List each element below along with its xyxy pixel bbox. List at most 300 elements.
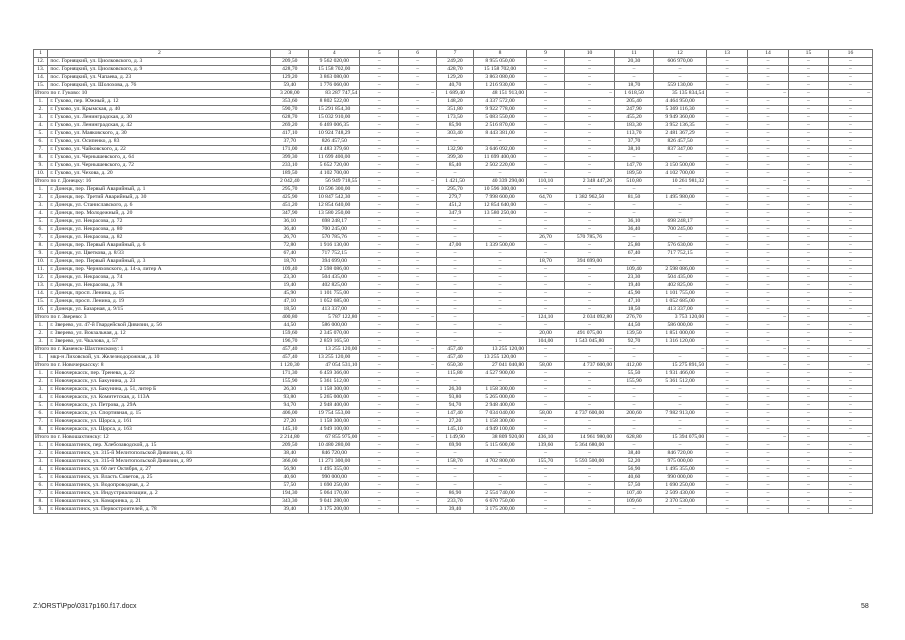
table-cell: 428,70 xyxy=(437,66,474,74)
row-number: 9. xyxy=(34,162,48,170)
row-number: 6. xyxy=(34,482,48,490)
table-cell: 27,20 xyxy=(271,418,309,426)
table-cell: – xyxy=(707,234,748,242)
address-cell: г. Зверево, ул. Вокзальная, д. 12 xyxy=(48,330,271,338)
table-cell: – xyxy=(473,482,526,490)
table-cell: 155,90 xyxy=(271,378,309,386)
table-cell: – xyxy=(564,58,614,66)
table-cell: 139,50 xyxy=(615,330,654,338)
address-cell: г. Зверево, ул. Чкалова, д. 57 xyxy=(48,338,271,346)
table-cell: – xyxy=(564,154,614,162)
column-number: 4 xyxy=(309,50,360,58)
table-cell: – xyxy=(707,490,748,498)
table-cell: – xyxy=(564,370,614,378)
table-cell: 209,50 xyxy=(271,442,309,450)
table-cell: – xyxy=(828,186,872,194)
column-number: 8 xyxy=(473,50,526,58)
table-cell: – xyxy=(789,386,829,394)
table-cell: – xyxy=(437,338,474,346)
table-cell: 145,10 xyxy=(437,426,474,434)
table-cell: 173,50 xyxy=(437,114,474,122)
row-number: 8. xyxy=(34,426,48,434)
table-cell: 38,10 xyxy=(615,146,654,154)
table-cell: – xyxy=(789,138,829,146)
table-cell: 1 495 355,00 xyxy=(309,466,360,474)
table-cell: – xyxy=(828,466,872,474)
table-cell: – xyxy=(707,210,748,218)
table-cell: – xyxy=(748,122,789,130)
table-cell: – xyxy=(360,90,399,98)
table-cell: – xyxy=(615,442,654,450)
column-number: 5 xyxy=(360,50,399,58)
table-row xyxy=(34,194,873,202)
table-cell: – xyxy=(828,450,872,458)
table-cell: – xyxy=(527,370,565,378)
table-cell: – xyxy=(707,346,748,354)
table-cell: – xyxy=(399,170,437,178)
table-cell: – xyxy=(828,138,872,146)
table-cell: – xyxy=(748,386,789,394)
table-cell: – xyxy=(399,122,437,130)
table-cell: – xyxy=(399,194,437,202)
table-cell: – xyxy=(789,370,829,378)
table-cell: – xyxy=(707,186,748,194)
table-cell: 2 034 092,80 xyxy=(564,314,614,322)
table-cell: 94,70 xyxy=(437,402,474,410)
table-cell: – xyxy=(473,170,526,178)
table-cell: – xyxy=(399,178,437,186)
table-cell: – xyxy=(564,482,614,490)
table-cell: 56,90 xyxy=(615,466,654,474)
table-cell: 94,70 xyxy=(271,402,309,410)
table-cell: 113,70 xyxy=(615,130,654,138)
table-cell: – xyxy=(789,330,829,338)
table-row xyxy=(34,210,873,218)
row-number: 1. xyxy=(34,186,48,194)
table-cell: 295,70 xyxy=(271,186,309,194)
row-number: 6. xyxy=(34,226,48,234)
table-cell: 343,30 xyxy=(271,498,309,506)
table-cell: – xyxy=(748,418,789,426)
table-cell: 155,70 xyxy=(527,458,565,466)
table-cell: 11 699 400,00 xyxy=(473,154,526,162)
table-cell: 39,40 xyxy=(437,506,474,514)
table-cell: 1 543 045,80 xyxy=(564,338,614,346)
table-cell: 55,50 xyxy=(615,370,654,378)
table-cell: 4 949 100,00 xyxy=(473,426,526,434)
table-cell: – xyxy=(828,306,872,314)
table-cell: 139,60 xyxy=(527,442,565,450)
table-cell: – xyxy=(748,186,789,194)
table-cell: – xyxy=(527,266,565,274)
table-cell: 147,70 xyxy=(615,162,654,170)
table-cell: 56,90 xyxy=(271,466,309,474)
row-number: 4. xyxy=(34,122,48,130)
table-cell: – xyxy=(527,210,565,218)
table-cell: – xyxy=(527,130,565,138)
address-cell: г. Новочеркасск, ул. Щорса, д. 161 xyxy=(48,418,271,426)
table-cell: 37,70 xyxy=(615,138,654,146)
table-cell: – xyxy=(399,418,437,426)
row-number: 2. xyxy=(34,378,48,386)
table-cell: – xyxy=(527,482,565,490)
table-cell: – xyxy=(707,226,748,234)
address-cell: г. Донецк, пер. Первый Аварийный, д. 6 xyxy=(48,242,271,250)
row-number: 7. xyxy=(34,234,48,242)
table-cell: – xyxy=(615,74,654,82)
table-cell: – xyxy=(399,274,437,282)
table-cell: – xyxy=(564,418,614,426)
table-cell: 1 052 685,00 xyxy=(309,298,360,306)
table-cell: 1 618,50 xyxy=(615,90,654,98)
table-cell: 1 158 300,00 xyxy=(309,418,360,426)
table-cell: – xyxy=(399,114,437,122)
table-cell: – xyxy=(360,354,399,362)
table-cell: 4 337 572,00 xyxy=(473,98,526,106)
table-cell: – xyxy=(707,282,748,290)
table-cell: – xyxy=(564,266,614,274)
table-cell: – xyxy=(527,418,565,426)
table-cell: 8 443 381,00 xyxy=(473,130,526,138)
address-cell: г. Зверево, ул. 47-й Гвардейской Дивизии, д. 56 xyxy=(48,322,271,330)
table-cell: – xyxy=(437,466,474,474)
total-row xyxy=(34,314,873,322)
table-cell: 56 949 718,55 xyxy=(309,178,360,186)
table-cell: 59,40 xyxy=(271,82,309,90)
table-row xyxy=(34,458,873,466)
table-cell: – xyxy=(399,362,437,370)
table-cell: – xyxy=(399,466,437,474)
table-cell: – xyxy=(564,378,614,386)
table-cell: – xyxy=(564,386,614,394)
address-cell: пос. Горняцкий, ул. Чапаева, д. 23 xyxy=(48,74,271,82)
total-label: Итого по г. Гуково: 10 xyxy=(34,90,271,98)
table-row xyxy=(34,106,873,114)
table-cell: 1 158 300,00 xyxy=(473,386,526,394)
table-cell: – xyxy=(564,426,614,434)
table-cell: – xyxy=(564,450,614,458)
table-cell: – xyxy=(399,306,437,314)
table-cell: 107,40 xyxy=(615,490,654,498)
table-cell: – xyxy=(360,274,399,282)
row-number: 12. xyxy=(34,58,48,66)
table-row xyxy=(34,338,873,346)
table-cell: – xyxy=(789,394,829,402)
table-cell: – xyxy=(828,90,872,98)
table-cell: – xyxy=(360,58,399,66)
table-cell: 406,00 xyxy=(271,410,309,418)
address-cell: г. Новочеркасск, ул. Комитетская, д. 113А xyxy=(48,394,271,402)
table-cell: – xyxy=(707,290,748,298)
table-cell: 8 955 050,00 xyxy=(473,58,526,66)
table-cell: 5 064 170,00 xyxy=(309,490,360,498)
row-number: 1. xyxy=(34,442,48,450)
table-cell: – xyxy=(707,410,748,418)
table-cell: – xyxy=(360,154,399,162)
table-cell: 27 041 040,80 xyxy=(473,362,526,370)
table-cell: 2 345 070,00 xyxy=(309,330,360,338)
table-cell: – xyxy=(399,202,437,210)
table-cell: – xyxy=(748,202,789,210)
address-cell: г. Донецк, пер. Черняховского, д. 14-а, литер А xyxy=(48,266,271,274)
table-cell: 47,10 xyxy=(615,298,654,306)
table-cell: 124,10 xyxy=(527,314,565,322)
table-cell: 353,60 xyxy=(271,98,309,106)
table-cell: – xyxy=(748,314,789,322)
table-cell: – xyxy=(564,394,614,402)
table-cell: – xyxy=(615,386,654,394)
table-cell: 3 863 080,00 xyxy=(309,74,360,82)
table-cell: – xyxy=(707,242,748,250)
table-cell: – xyxy=(748,402,789,410)
table-cell: – xyxy=(748,346,789,354)
table-cell: 26,30 xyxy=(437,386,474,394)
row-number: 15. xyxy=(34,82,48,90)
table-cell: – xyxy=(707,394,748,402)
table-cell: – xyxy=(707,378,748,386)
table-cell: – xyxy=(527,474,565,482)
table-cell: 37,70 xyxy=(271,138,309,146)
table-cell: – xyxy=(707,66,748,74)
table-cell: – xyxy=(828,74,872,82)
table-cell: 1 421,50 xyxy=(437,178,474,186)
table-cell: – xyxy=(527,394,565,402)
table-cell: – xyxy=(527,138,565,146)
table-cell: – xyxy=(399,90,437,98)
total-label: Итого по г. Донецку: 16 xyxy=(34,178,271,186)
table-cell: – xyxy=(828,490,872,498)
table-cell: – xyxy=(707,114,748,122)
table-cell: 1 776 060,00 xyxy=(309,82,360,90)
address-cell: г. Донецк, ул. Некрасова, д. 82 xyxy=(48,234,271,242)
table-cell: – xyxy=(437,258,474,266)
table-cell: – xyxy=(473,322,526,330)
table-cell: 26,30 xyxy=(271,386,309,394)
table-cell: – xyxy=(437,378,474,386)
table-cell: 570 785,76 xyxy=(309,234,360,242)
table-cell: 148,20 xyxy=(437,98,474,106)
table-cell: – xyxy=(399,434,437,442)
table-row xyxy=(34,354,873,362)
table-cell: – xyxy=(707,362,748,370)
table-cell: 2 859 165,50 xyxy=(309,338,360,346)
row-number: 2. xyxy=(34,450,48,458)
table-cell: 26,70 xyxy=(527,234,565,242)
table-cell: – xyxy=(748,290,789,298)
table-cell: – xyxy=(653,394,706,402)
row-number: 7. xyxy=(34,490,48,498)
row-number: 9. xyxy=(34,250,48,258)
table-cell: – xyxy=(828,218,872,226)
table-cell: 990 000,00 xyxy=(309,474,360,482)
table-cell: – xyxy=(615,202,654,210)
table-cell: – xyxy=(360,130,399,138)
address-cell: г. Донецк, ул. Базарная, д. 9/15 xyxy=(48,306,271,314)
row-number: 2. xyxy=(34,330,48,338)
table-cell: – xyxy=(564,186,614,194)
table-cell: 20,00 xyxy=(527,330,565,338)
column-number: 13 xyxy=(707,50,748,58)
table-cell: 3 646 092,00 xyxy=(473,146,526,154)
table-cell: – xyxy=(564,218,614,226)
address-cell: г. Донецк, просп. Ленина, д. 15 xyxy=(48,290,271,298)
table-cell: – xyxy=(360,386,399,394)
table-row xyxy=(34,394,873,402)
table-cell: – xyxy=(615,426,654,434)
table-cell: 40,70 xyxy=(437,82,474,90)
table-cell: – xyxy=(527,282,565,290)
table-row xyxy=(34,258,873,266)
table-cell: – xyxy=(360,466,399,474)
table-cell: 717 752,15 xyxy=(309,250,360,258)
table-cell: – xyxy=(653,418,706,426)
row-number: 5. xyxy=(34,474,48,482)
table-cell: – xyxy=(789,498,829,506)
row-number: 8. xyxy=(34,242,48,250)
table-cell: 58,00 xyxy=(527,362,565,370)
table-cell: – xyxy=(360,402,399,410)
table-cell: – xyxy=(748,266,789,274)
table-cell: 40,60 xyxy=(271,474,309,482)
program-table xyxy=(33,49,873,514)
table-cell: – xyxy=(789,506,829,514)
table-cell: – xyxy=(653,202,706,210)
table-cell: – xyxy=(399,314,437,322)
table-cell: – xyxy=(399,386,437,394)
table-cell: 826 457,50 xyxy=(309,138,360,146)
table-cell: 279,7 xyxy=(437,194,474,202)
row-number: 14. xyxy=(34,290,48,298)
column-number: 12 xyxy=(653,50,706,58)
table-cell: – xyxy=(399,410,437,418)
table-row xyxy=(34,226,873,234)
table-cell: 491 075,00 xyxy=(564,330,614,338)
table-cell: – xyxy=(653,258,706,266)
table-cell: – xyxy=(828,162,872,170)
table-cell: – xyxy=(473,290,526,298)
table-cell: – xyxy=(473,218,526,226)
table-cell: – xyxy=(360,250,399,258)
table-cell: – xyxy=(360,474,399,482)
table-cell: – xyxy=(564,138,614,146)
table-cell: 5 083 550,00 xyxy=(473,114,526,122)
table-cell: – xyxy=(360,258,399,266)
table-row xyxy=(34,146,873,154)
table-cell: 159,60 xyxy=(271,330,309,338)
table-cell: – xyxy=(437,474,474,482)
table-cell: – xyxy=(828,298,872,306)
table-row xyxy=(34,466,873,474)
table-cell: – xyxy=(360,290,399,298)
table-cell: 36,40 xyxy=(271,226,309,234)
row-number: 4. xyxy=(34,466,48,474)
table-cell: 10 847 542,30 xyxy=(309,194,360,202)
table-row xyxy=(34,202,873,210)
table-cell: 18,50 xyxy=(615,306,654,314)
table-cell: 9 949 360,00 xyxy=(653,114,706,122)
table-cell: – xyxy=(527,274,565,282)
address-cell: г. Гуково, ул. Маяковского, д. 30 xyxy=(48,130,271,138)
table-row xyxy=(34,490,873,498)
row-number: 3. xyxy=(34,202,48,210)
table-cell: 2 598 086,00 xyxy=(653,266,706,274)
table-cell: 171,00 xyxy=(271,146,309,154)
table-cell: 247,90 xyxy=(615,106,654,114)
table-cell: – xyxy=(653,74,706,82)
table-cell: 436,10 xyxy=(527,434,565,442)
table-cell: – xyxy=(828,194,872,202)
table-cell: – xyxy=(615,354,654,362)
table-cell: 183,30 xyxy=(615,122,654,130)
table-cell: – xyxy=(360,458,399,466)
table-cell: – xyxy=(473,474,526,482)
table-cell: 110,10 xyxy=(527,178,565,186)
table-cell: – xyxy=(748,434,789,442)
table-cell: 67,40 xyxy=(615,250,654,258)
table-cell: – xyxy=(399,370,437,378)
table-cell: – xyxy=(748,354,789,362)
table-cell: – xyxy=(527,202,565,210)
table-cell: – xyxy=(399,186,437,194)
address-cell: г. Донецк, пер. Молодежный, д. 20 xyxy=(48,210,271,218)
table-cell: – xyxy=(360,218,399,226)
table-cell: 5 115 600,00 xyxy=(473,442,526,450)
address-cell: г. Гуково, ул. Ленинградская, д. 42 xyxy=(48,122,271,130)
table-cell: – xyxy=(748,226,789,234)
table-row xyxy=(34,442,873,450)
table-cell: 189,50 xyxy=(615,170,654,178)
column-number: 16 xyxy=(828,50,872,58)
table-cell: – xyxy=(399,378,437,386)
table-cell: – xyxy=(828,282,872,290)
table-cell: – xyxy=(653,186,706,194)
table-cell: – xyxy=(527,298,565,306)
table-cell: – xyxy=(473,258,526,266)
table-cell: 11 271 300,00 xyxy=(309,458,360,466)
address-cell: г. Донецк, пер. Первый Аварийный, д. 1 xyxy=(48,186,271,194)
table-cell: 700 245,00 xyxy=(309,226,360,234)
table-cell: 413 337,00 xyxy=(309,306,360,314)
table-cell: – xyxy=(473,138,526,146)
table-cell: – xyxy=(360,370,399,378)
table-cell: – xyxy=(828,386,872,394)
table-cell: – xyxy=(615,506,654,514)
table-row xyxy=(34,418,873,426)
table-cell: 9 562 020,00 xyxy=(309,58,360,66)
table-cell: – xyxy=(615,418,654,426)
table-cell: – xyxy=(360,210,399,218)
table-cell: – xyxy=(707,218,748,226)
table-cell: – xyxy=(399,482,437,490)
table-cell: – xyxy=(437,218,474,226)
table-cell: 351,80 xyxy=(437,106,474,114)
table-cell: – xyxy=(828,130,872,138)
row-number: 11. xyxy=(34,266,48,274)
table-cell: – xyxy=(653,426,706,434)
table-cell: 47,10 xyxy=(271,298,309,306)
table-cell: – xyxy=(828,362,872,370)
table-cell: 129,20 xyxy=(271,74,309,82)
table-cell: – xyxy=(707,258,748,266)
table-cell: – xyxy=(789,458,829,466)
table-row xyxy=(34,474,873,482)
table-cell: – xyxy=(564,506,614,514)
table-cell: 64,70 xyxy=(527,194,565,202)
table-cell: – xyxy=(399,282,437,290)
row-number: 9. xyxy=(34,506,48,514)
table-row xyxy=(34,506,873,514)
table-cell: 13 255 120,00 xyxy=(309,354,360,362)
